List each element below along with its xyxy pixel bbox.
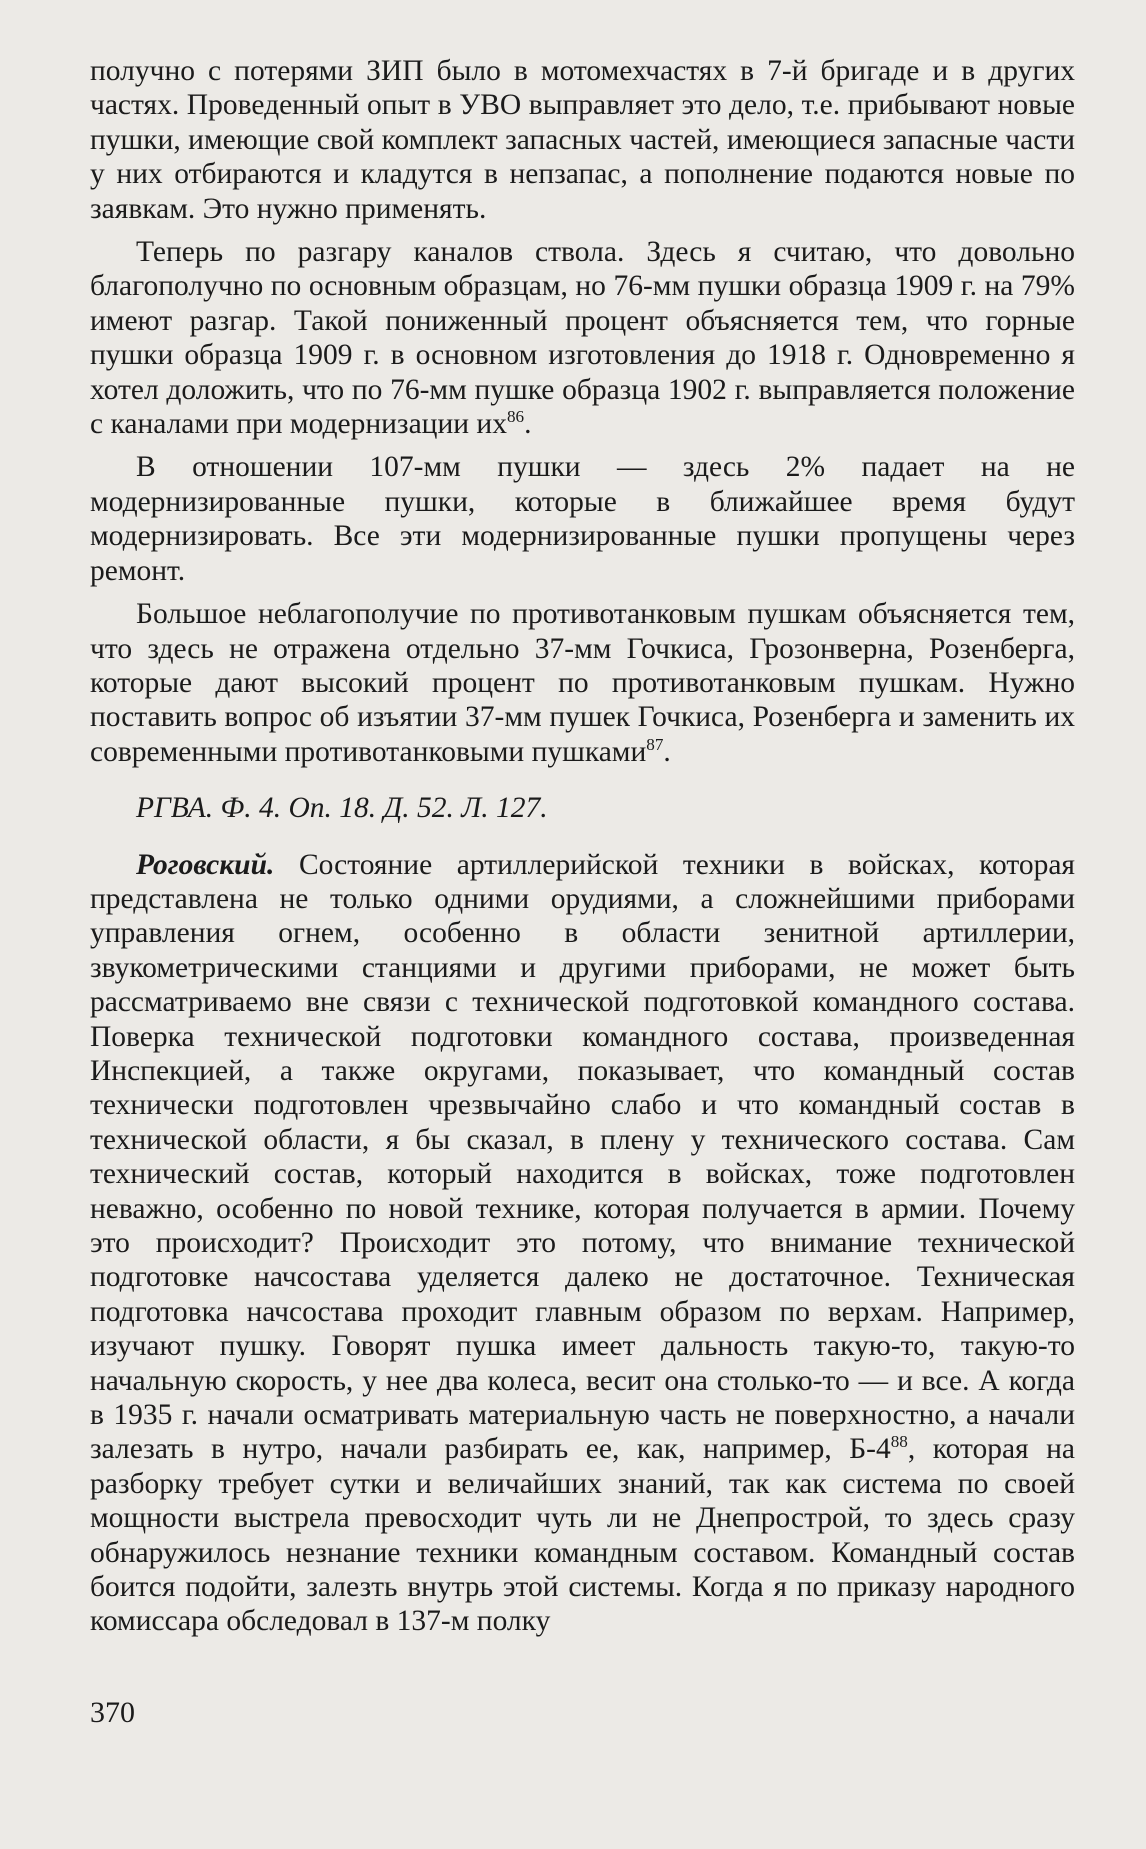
paragraph: получно с потерями ЗИП было в мотомехчастях в 7-й бригаде и в других частях. Проведенный опыт в УВО выправляет это дело, т.е. прибывают новые пушки, имеющие свой комплект запасных частей, имеющиеся запасные части у них отбираются и кладутся в непзапас, а пополнение подаются новые по заявкам. Это нужно применять. [90, 55, 1075, 225]
paragraph: Теперь по разгару каналов ствола. Здесь я считаю, что довольно благополучно по основным образцам, но 76-мм пушки образца 1909 г. на 79% имеют разгар. Такой пониженный процент объясняется тем, что горные пушки образца 1909 г. в основном изготовления до 1918 г. Одновременно я хотел доложить, что по 76-мм пушке образца 1902 г. выправляется положение с каналами при модернизации $их^{86}$. [90, 236, 1075, 441]
paragraph: Роговский. Состояние артиллерийской техники в войсках, которая представлена не только одними орудиями, а сложнейшими приборами управления огнем, особенно в области зенитной артиллерии, звукометрическими станциями и другими приборами, не может быть рассматриваемо вне связи с технической подготовкой командного состава. Поверка технической подготовки командного состава, произведенная Инспекцией, а также округами, показывает, что командный состав технически подготовлен чрезвычайно слабо и что командный состав в технической области, я бы сказал, в плену у технического состава. Сам технический состав, который находится в войсках, тоже подготовлен неважно, особенно по новой технике, которая получается в армии. Почему это происходит? Происходит это потому, что внимание технической подготовке начсостава уделяется далеко не достаточное. Техническая подготовка начсостава проходит главным образом по верхам. Например, изучают пушку. Говорят пушка имеет дальность такую-то, такую-то начальную скорость, у нее два колеса, весит она столько-то — и все. А когда в 1935 г. начали осматривать материальную часть не поверхностно, а начали залезать в нутро, начали разбирать ее, как, например, $Б-4^{88}$, которая на разборку требует сутки и величайших знаний, так как система по своей мощности выстрела превосходит чуть ли не Днепрострой, то здесь сразу обнаружилось незнание техники командным составом. Командный состав боится подойти, залезть внутрь этой системы. Когда я по приказу народного комиссара обследовал в 137-м полку [90, 848, 1075, 1638]
paragraph: В отношении 107-мм пушки — здесь 2% падает на не модернизированные пушки, которые в ближайшее время будут модернизировать. Все эти модернизированные пушки пропущены через ремонт. [90, 451, 1075, 587]
paragraph: Большое неблагополучие по противотанковым пушкам объясняется тем, что здесь не отражена отдельно 37-мм Гочкиса, Грозонверна, Розенберга, которые дают высокий процент по противотанковым пушкам. Нужно поставить вопрос об изъятии 37-мм пушек Гочкиса, Розенберга и заменить их современными противотанковыми пушками$^{87}$. [90, 598, 1075, 768]
body-text [90, 54, 1075, 1648]
archive-source: РГВА. Ф. 4. Оп. 18. Д. 52. Л. 127. [136, 792, 548, 825]
speaker-name: Роговский. [136, 848, 275, 881]
footnote-ref: 87 [646, 734, 664, 754]
footnote-ref: 88 [890, 1432, 908, 1452]
page-number: 370 [90, 1696, 135, 1729]
footnote-ref: 86 [506, 407, 525, 427]
